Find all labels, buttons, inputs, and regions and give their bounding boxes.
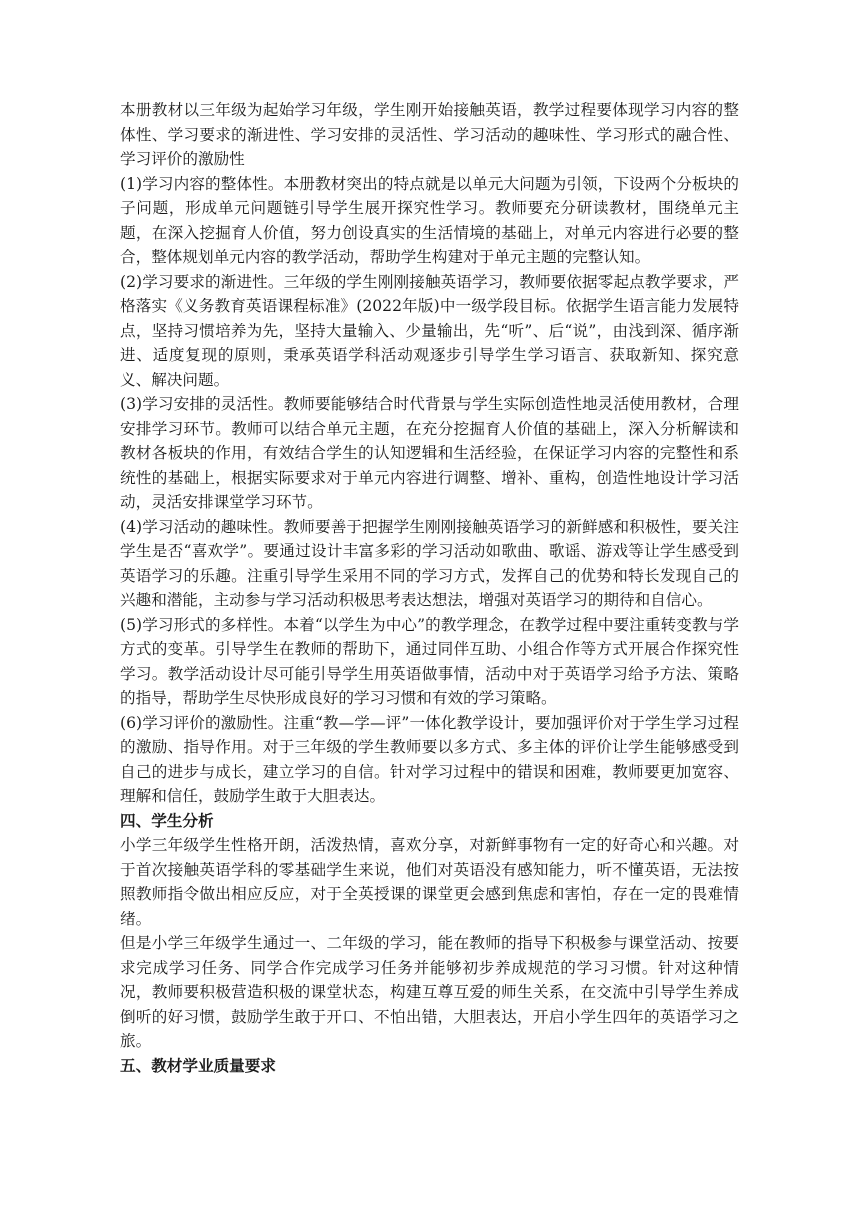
point-4-paragraph: (4)学习活动的趣味性。教师要善于把握学生刚刚接触英语学习的新鲜感和积极性，要关注学生是否“喜欢学”。要通过设计丰富多彩的学习活动如歌曲、歌谣、游戏等让学生感受到英语学习的乐趣。注重引导学生采用不同的学习方式，发挥自己的优势和特长发现自己的兴趣和潜能，主动参与学习活动积极思考表达想法，增强对英语学习的期待和自信心。 bbox=[120, 517, 739, 609]
document-page bbox=[120, 98, 739, 1078]
point-6-paragraph: (6)学习评价的激励性。注重“教—学—评”一体化教学设计，要加强评价对于学生学习过程的激励、指导作用。对于三年级的学生教师要以多方式、多主体的评价让学生能够感受到自己的进步与成长，建立学习的自信。针对学习过程中的错误和困难，教师要更加宽容、理解和信任，鼓励学生敢于大胆表达。 bbox=[120, 713, 739, 805]
student-analysis-paragraph-2: 但是小学三年级学生通过一、二年级的学习，能在教师的指导下积极参与课堂活动、按要求完成学习任务、同学合作完成学习任务并能够初步养成规范的学习习惯。针对这种情况，教师要积极营造积极的课堂状态，构建互尊互爱的师生关系，在交流中引导学生养成倒听的好习惯，鼓励学生敢于开口、不怕出错，大胆表达，开启小学生四年的英语学习之旅。 bbox=[120, 934, 739, 1050]
point-5-paragraph: (5)学习形式的多样性。本着“以学生为中心”的教学理念，在教学过程中要注重转变教与学方式的变革。引导学生在教师的帮助下，通过同伴互助、小组合作等方式开展合作探究性学习。教学活动设计尽可能引导学生用英语做事情，活动中对于英语学习给予方法、策略的指导，帮助学生尽快形成良好的学习习惯和有效的学习策略。 bbox=[120, 615, 739, 707]
point-2-paragraph: (2)学习要求的渐进性。三年级的学生刚刚接触英语学习，教师要依据零起点教学要求，严格落实《义务教育英语课程标准》(2022年版)中一级学段目标。依据学生语言能力发展特点，坚持习惯培养为先，坚持大量输入、少量输出，先“听”、后“说”，由浅到深、循序渐进、适度复现的原则，秉承英语学科活动观逐步引导学生学习语言、获取新知、探究意义、解决问题。 bbox=[120, 272, 739, 389]
point-1-paragraph: (1)学习内容的整体性。本册教材突出的特点就是以单元大问题为引领，下设两个分板块的子问题，形成单元问题链引导学生展开探究性学习。教师要充分研读教材，围绕单元主题，在深入挖掘育人价值，努力创设真实的生活情境的基础上，对单元内容进行必要的整合，整体规划单元内容的教学活动，帮助学生构建对于单元主题的完整认知。 bbox=[120, 174, 739, 266]
section-heading-student-analysis: 四、学生分析 bbox=[120, 811, 214, 830]
point-3-paragraph: (3)学习安排的灵活性。教师要能够结合时代背景与学生实际创造性地灵活使用教材，合理安排学习环节。教师可以结合单元主题，在充分挖掘育人价值的基础上，深入分析解读和教材各板块的作用，有效结合学生的认知逻辑和生活经验，在保证学习内容的完整性和系统性的基础上，根据实际要求对于单元内容进行调整、增补、重构，创造性地设计学习活动，灵活安排课堂学习环节。 bbox=[120, 395, 739, 511]
section-heading-quality-requirements: 五、教材学业质量要求 bbox=[120, 1056, 276, 1075]
student-analysis-paragraph-1: 小学三年级学生性格开朗，活泼热情，喜欢分享，对新鲜事物有一定的好奇心和兴趣。对于首次接触英语学科的零基础学生来说，他们对英语没有感知能力，听不懂英语，无法按照教师指令做出相应反应，对于全英授课的课堂更会感到焦虑和害怕，存在一定的畏难情绪。 bbox=[120, 836, 739, 928]
intro-paragraph: 本册教材以三年级为起始学习年级，学生刚开始接触英语，教学过程要体现学习内容的整体性、学习要求的渐进性、学习安排的灵活性、学习活动的趣味性、学习形式的融合性、学习评价的激励性 bbox=[120, 101, 739, 168]
